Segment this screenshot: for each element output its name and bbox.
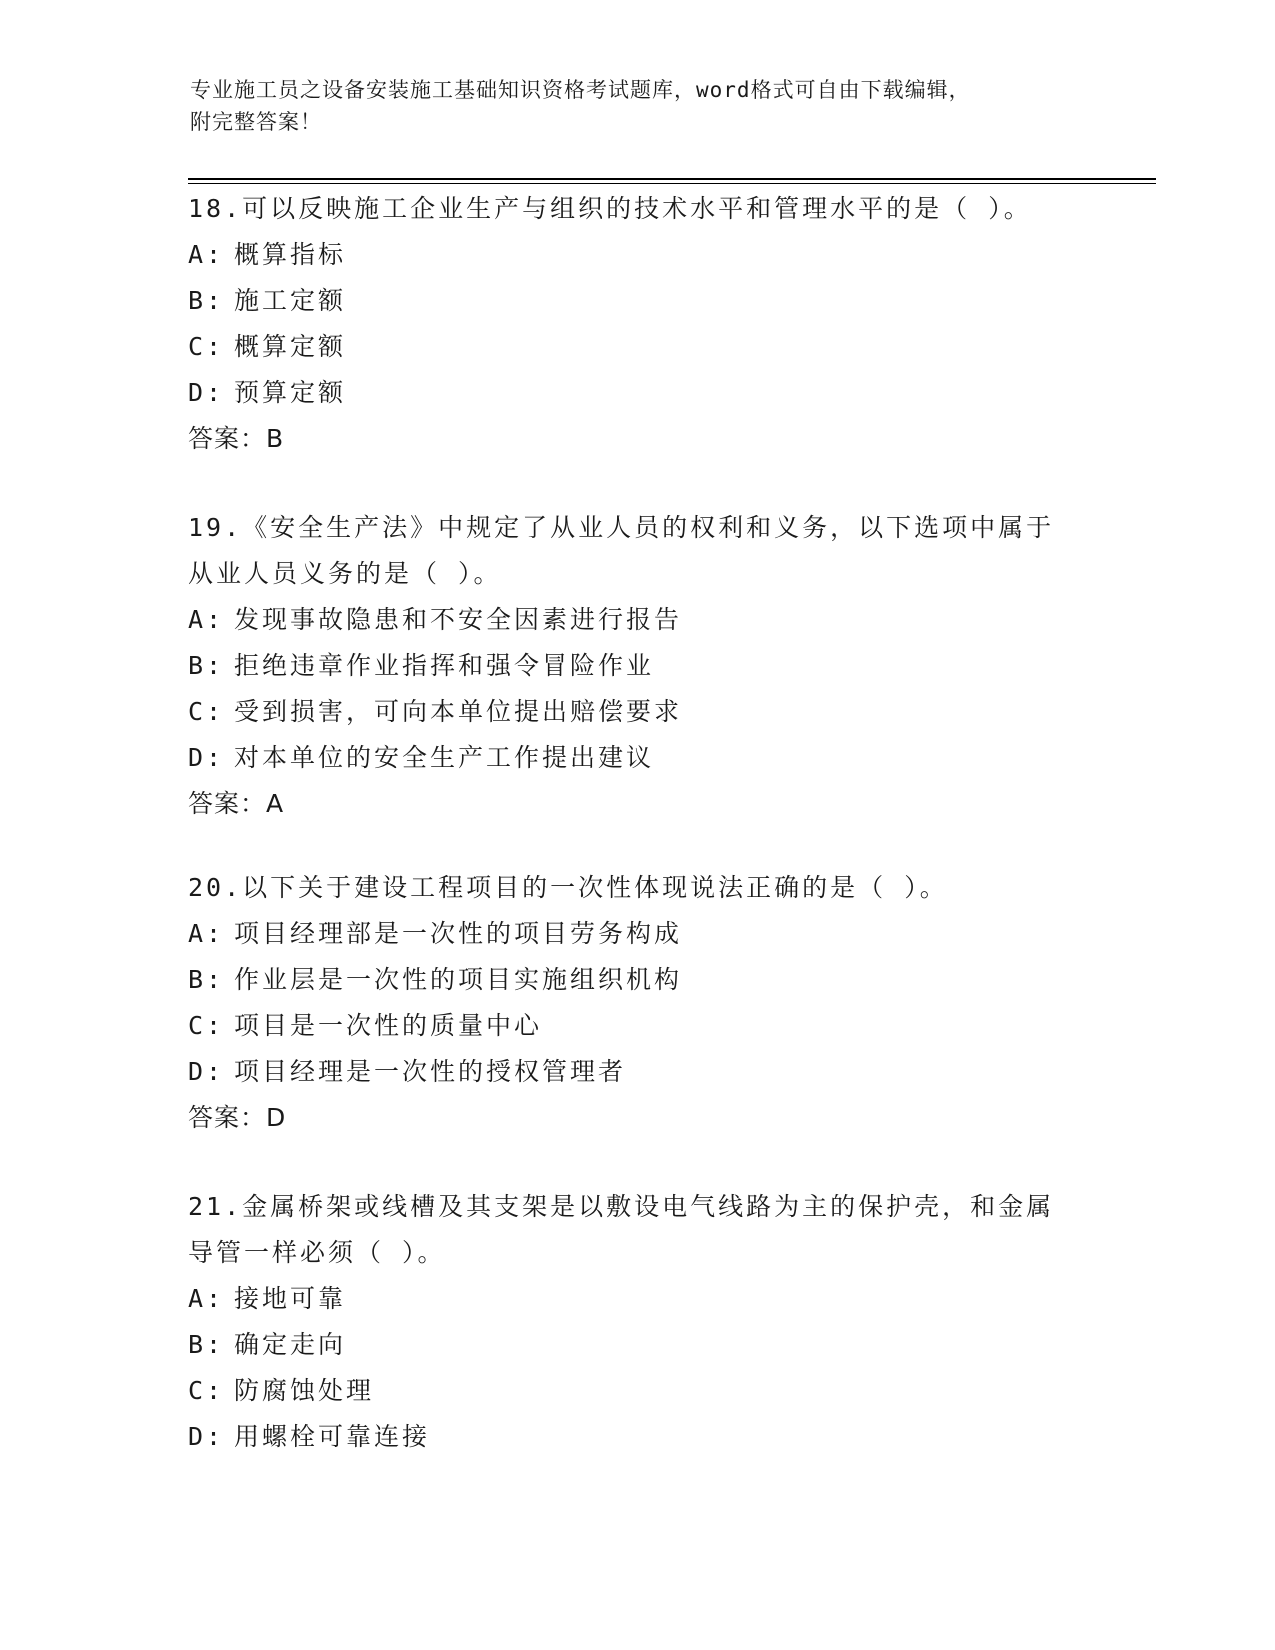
option-text: 接地可靠 [234, 1284, 347, 1313]
option-letter: C: [188, 1376, 225, 1405]
question-19 [188, 505, 1088, 827]
question-stem: 18.可以反映施工企业生产与组织的技术水平和管理水平的是（ ）。 [188, 194, 1032, 223]
option-letter: A: [188, 1284, 225, 1313]
option-b [188, 1322, 1088, 1368]
option-d [188, 1049, 1088, 1095]
option-letter: D: [188, 1422, 225, 1451]
option-text: 发现事故隐患和不安全因素进行报告 [234, 605, 683, 634]
option-text: 概算指标 [234, 240, 347, 269]
question-18 [188, 186, 1088, 462]
answer-line: 答案：A [188, 789, 285, 818]
option-text: 作业层是一次性的项目实施组织机构 [234, 965, 683, 994]
question-stem: 20.以下关于建设工程项目的一次性体现说法正确的是（ ）。 [188, 873, 948, 902]
option-letter: B: [188, 1330, 225, 1359]
option-c [188, 1368, 1088, 1414]
option-letter: D: [188, 743, 225, 772]
option-letter: A: [188, 240, 225, 269]
question-20 [188, 865, 1088, 1141]
option-a [188, 911, 1088, 957]
option-letter: A: [188, 919, 225, 948]
option-letter: C: [188, 332, 225, 361]
document-header [190, 74, 1090, 138]
option-c [188, 1003, 1088, 1049]
option-text: 拒绝违章作业指挥和强令冒险作业 [234, 651, 655, 680]
option-a [188, 1276, 1088, 1322]
option-text: 施工定额 [234, 286, 347, 315]
question-stem-line-2: 从业人员义务的是（ ）。 [188, 559, 502, 588]
option-text: 项目是一次性的质量中心 [234, 1011, 543, 1040]
option-d [188, 370, 1088, 416]
option-text: 预算定额 [234, 378, 347, 407]
option-a [188, 232, 1088, 278]
header-divider-thin [188, 183, 1156, 184]
option-b [188, 278, 1088, 324]
header-line-1: 专业施工员之设备安装施工基础知识资格考试题库，word格式可自由下载编辑， [190, 78, 971, 102]
answer-line: 答案：D [188, 1103, 287, 1132]
header-divider-thick [188, 178, 1156, 180]
option-c [188, 689, 1088, 735]
option-letter: C: [188, 1011, 225, 1040]
option-b [188, 643, 1088, 689]
question-stem-line-1: 21.金属桥架或线槽及其支架是以敷设电气线路为主的保护壳，和金属 [188, 1192, 1055, 1221]
option-text: 项目经理部是一次性的项目劳务构成 [234, 919, 683, 948]
question-21 [188, 1184, 1088, 1460]
option-text: 受到损害，可向本单位提出赔偿要求 [234, 697, 683, 726]
option-text: 对本单位的安全生产工作提出建议 [234, 743, 655, 772]
answer-line: 答案：B [188, 424, 285, 453]
option-letter: D: [188, 378, 225, 407]
option-text: 用螺栓可靠连接 [234, 1422, 431, 1451]
option-letter: B: [188, 651, 225, 680]
option-b [188, 957, 1088, 1003]
option-a [188, 597, 1088, 643]
option-d [188, 1414, 1088, 1460]
option-letter: A: [188, 605, 225, 634]
option-d [188, 735, 1088, 781]
option-letter: C: [188, 697, 225, 726]
question-stem-line-2: 导管一样必须（ ）。 [188, 1238, 446, 1267]
option-text: 确定走向 [234, 1330, 347, 1359]
option-letter: B: [188, 286, 225, 315]
option-letter: D: [188, 1057, 225, 1086]
option-c [188, 324, 1088, 370]
option-letter: B: [188, 965, 225, 994]
option-text: 项目经理是一次性的授权管理者 [234, 1057, 627, 1086]
option-text: 概算定额 [234, 332, 347, 361]
header-line-2: 附完整答案！ [190, 110, 322, 134]
option-text: 防腐蚀处理 [234, 1376, 375, 1405]
question-stem-line-1: 19.《安全生产法》中规定了从业人员的权利和义务，以下选项中属于 [188, 513, 1055, 542]
